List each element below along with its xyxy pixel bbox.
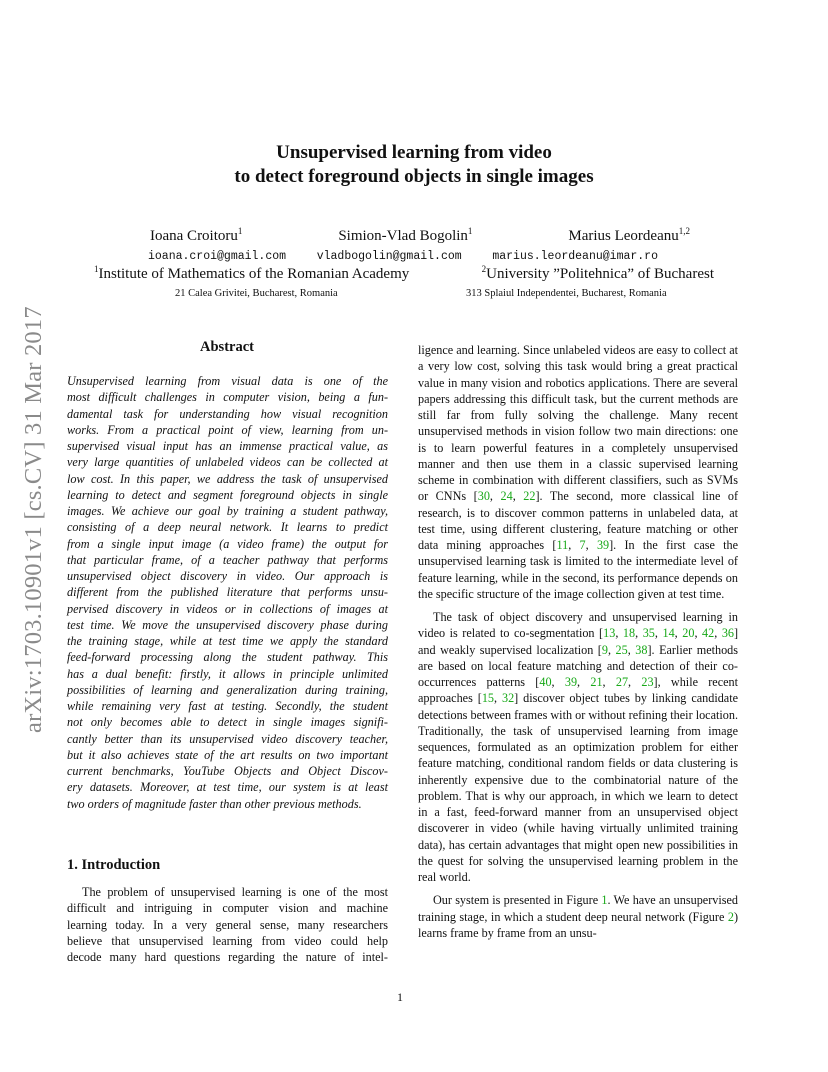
paragraph-continuation: ligence and learning. Since unlabeled videos are easy to collect at a very low cost, solving this task would bring a great practical value in many vision and robotics applications. There are several papers addressing this difficult task, but the current methods are still far from fully solving the challenge. Many recent unsupervised methods in vision follow two main directions: one is to learn powerful features in a completely unsupervised manner and then use them in a classic supervised learning scheme in combination with different classifiers, such as SVMs or CNNs [30, 24, 22]. The second, more classical line of research, is to discover common patterns in unlabeled data, at test time, using different clustering, feature matching or other data mining approaches [11, 7, 39]. In the first case the unsupervised learning task is limited to the intermediate level of feature learning, while in the second, its performance depends on the specific structure of the image collection given at test time. [418, 343, 739, 601]
abstract-line: pervised discovery in videos or in collections of images at [67, 601, 388, 616]
email-2[interactable]: vladbogolin@gmail.com [316, 250, 462, 263]
citation-link[interactable]: 38 [635, 642, 648, 657]
abstract-body [67, 373, 388, 812]
citation-link[interactable]: 15 [481, 691, 494, 706]
address-1: 21 Calea Grivitei, Bucharest, Romania [175, 288, 338, 299]
address-2: 313 Splaiul Independentei, Bucharest, Romania [466, 288, 667, 299]
abstract-line: test time. We move the unsupervised discovery phase during [67, 617, 388, 632]
abstract-line: images. We achieve our goal by training a student pathway, [67, 504, 388, 518]
paragraph-related-work: The task of object discovery and unsupervised learning in video is related to co-segmentation [13, 18, 35, 14, 20, 42, 36] and weakly supervised localization [9, 25, 38]. Earlier methods are based on local feature matching and detection of their co-occurrences patterns [40, 39, 21, 27, 23], while recent approaches [15, 32] discover object tubes by linking candidate detections between frames with or without refining their location. Traditionally, the task of unsupervised learning from image sequences, formulated as an optimization problem for either feature matching, conditional random fields or data clustering is inherently expensive due to the combinatorial nature of the problem. That is why our approach, in which we learn to detect in a fast, feed-forward manner from an unsupervised object discoverer in video (while having virtually unlimited training data), has certain advantages that might open new possibilities in the quest for solving the unsupervised learning problem in the real world. [418, 610, 739, 884]
abstract-line: the training stage, while at test time we apply the standard [67, 634, 388, 648]
abstract-line: that particular frame, of a teacher pathway that performs [67, 552, 388, 567]
abstract-line: works. From a practical point of view, learning from un- [67, 422, 388, 437]
title-line-1: Unsupervised learning from video [276, 142, 552, 163]
abstract-line: feed-forward processing along the student pathway. This [67, 650, 388, 665]
abstract-line: two orders of magnitude faster than other previous methods. [67, 796, 362, 811]
institution-2: $^2$University ”Politehnica” of Bucharest [481, 264, 714, 282]
abstract-line: low cost. In this paper, we address the task of unsupervised [67, 471, 388, 486]
citation-link[interactable]: 40 [539, 675, 552, 689]
figure-link[interactable]: 2 [727, 909, 734, 924]
abstract-line: has a dual benefit: firstly, it allows in principle unlimited [67, 666, 388, 681]
citation-link[interactable]: 32 [501, 691, 515, 706]
author-2: Simion-Vlad Bogolin$^1$ [338, 226, 473, 244]
abstract-line: ery datasets. Moreover, at test time, our system is at least [67, 780, 388, 795]
abstract-line: Unsupervised learning from visual data is one of the [67, 374, 388, 388]
abstract-line: supervised visual input has an immense practical value, as [67, 439, 388, 453]
citation-link[interactable]: 18 [622, 626, 636, 641]
abstract-line: possibilities of learning and generalization during training, [67, 682, 388, 697]
citation-link[interactable]: 11 [556, 538, 569, 552]
title-line-2: to detect foreground objects in single images [234, 166, 594, 187]
introduction-line: decode many hard questions regarding the nature of intel- [67, 950, 388, 964]
email-3[interactable]: marius.leordeanu@imar.ro [492, 250, 658, 263]
email-list [148, 250, 658, 263]
abstract-line: from a single input image (a video frame) the output for [67, 536, 388, 551]
citation-link[interactable]: 42 [702, 626, 715, 641]
author-1: Ioana Croitoru$^1$ [150, 226, 243, 244]
introduction-body [67, 884, 388, 965]
citation-link[interactable]: 30 [477, 489, 490, 504]
introduction-line: difficult and intriguing in computer vision and machine [67, 901, 388, 916]
right-column [418, 342, 738, 941]
arxiv-stamp: arXiv:1703.10901v1 [cs.CV] 31 Mar 2017 [20, 306, 47, 734]
abstract-line: damental task for understanding how visual recognition [67, 406, 388, 421]
abstract-line: cantly better than its unsupervised video discovery teacher, [67, 731, 388, 746]
citation-link[interactable]: 9 [601, 642, 608, 657]
citation-link[interactable]: 23 [641, 675, 654, 689]
institution-1: $^1$Institute of Mathematics of the Romanian Academy [94, 264, 410, 282]
citation-link[interactable]: 22 [523, 489, 536, 504]
citation-link[interactable]: 7 [579, 538, 586, 552]
abstract-line: learning to detect and segment foreground objects in single [67, 487, 388, 502]
section-heading-introduction: 1. Introduction [67, 857, 161, 873]
abstract-line: but it also achieves state of the art results on two important [67, 747, 388, 762]
abstract-line: very large quantities of unlabeled videos can be collected at [67, 455, 388, 470]
abstract-line: while remaining very fast at testing. Secondly, the student [67, 699, 388, 713]
citation-link[interactable]: 14 [662, 626, 675, 641]
figure-link[interactable]: 1 [601, 893, 608, 908]
paper-title [0, 141, 828, 189]
citation-link[interactable]: 36 [721, 626, 734, 641]
author-3: Marius Leordeanu$^{1,2}$ [568, 226, 690, 244]
abstract-line: consisting of a deep neural network. It learns to predict [67, 520, 388, 535]
abstract-line: most difficult challenges in computer vision, being a fun- [67, 390, 388, 405]
abstract-line: current benchmarks, YouTube Objects and Object Discov- [67, 764, 388, 778]
page-number: 1 [397, 990, 403, 1004]
citation-link[interactable]: 39 [596, 538, 610, 552]
citation-link[interactable]: 24 [500, 489, 513, 504]
institution-list [94, 264, 714, 283]
abstract-line: unsupervised object discovery in video. Our approach is [67, 569, 388, 583]
email-1[interactable]: ioana.croi@gmail.com [148, 250, 287, 263]
citation-link[interactable]: 35 [642, 626, 655, 641]
abstract-heading: Abstract [200, 339, 254, 355]
introduction-line: believe that unsupervised learning from video could help [67, 933, 388, 948]
citation-link[interactable]: 39 [564, 675, 578, 689]
citation-link[interactable]: 13 [603, 626, 616, 641]
author-list [150, 226, 690, 245]
citation-link[interactable]: 20 [682, 626, 695, 641]
citation-link[interactable]: 25 [615, 642, 628, 657]
introduction-line: learning today. In a very general sense, many researchers [67, 917, 388, 932]
citation-link[interactable]: 27 [615, 675, 629, 689]
introduction-line: The problem of unsupervised learning is one of the most [82, 885, 388, 899]
paragraph-system-overview: Our system is presented in Figure 1. We have an unsupervised training stage, in which a student deep neural network (Figure 2) learns frame by frame from an unsu- [418, 893, 738, 940]
abstract-line: different from the published literature that performs unsu- [67, 585, 388, 600]
abstract-line: not only becomes able to detect in single images signifi- [67, 715, 388, 730]
citation-link[interactable]: 21 [590, 675, 603, 689]
